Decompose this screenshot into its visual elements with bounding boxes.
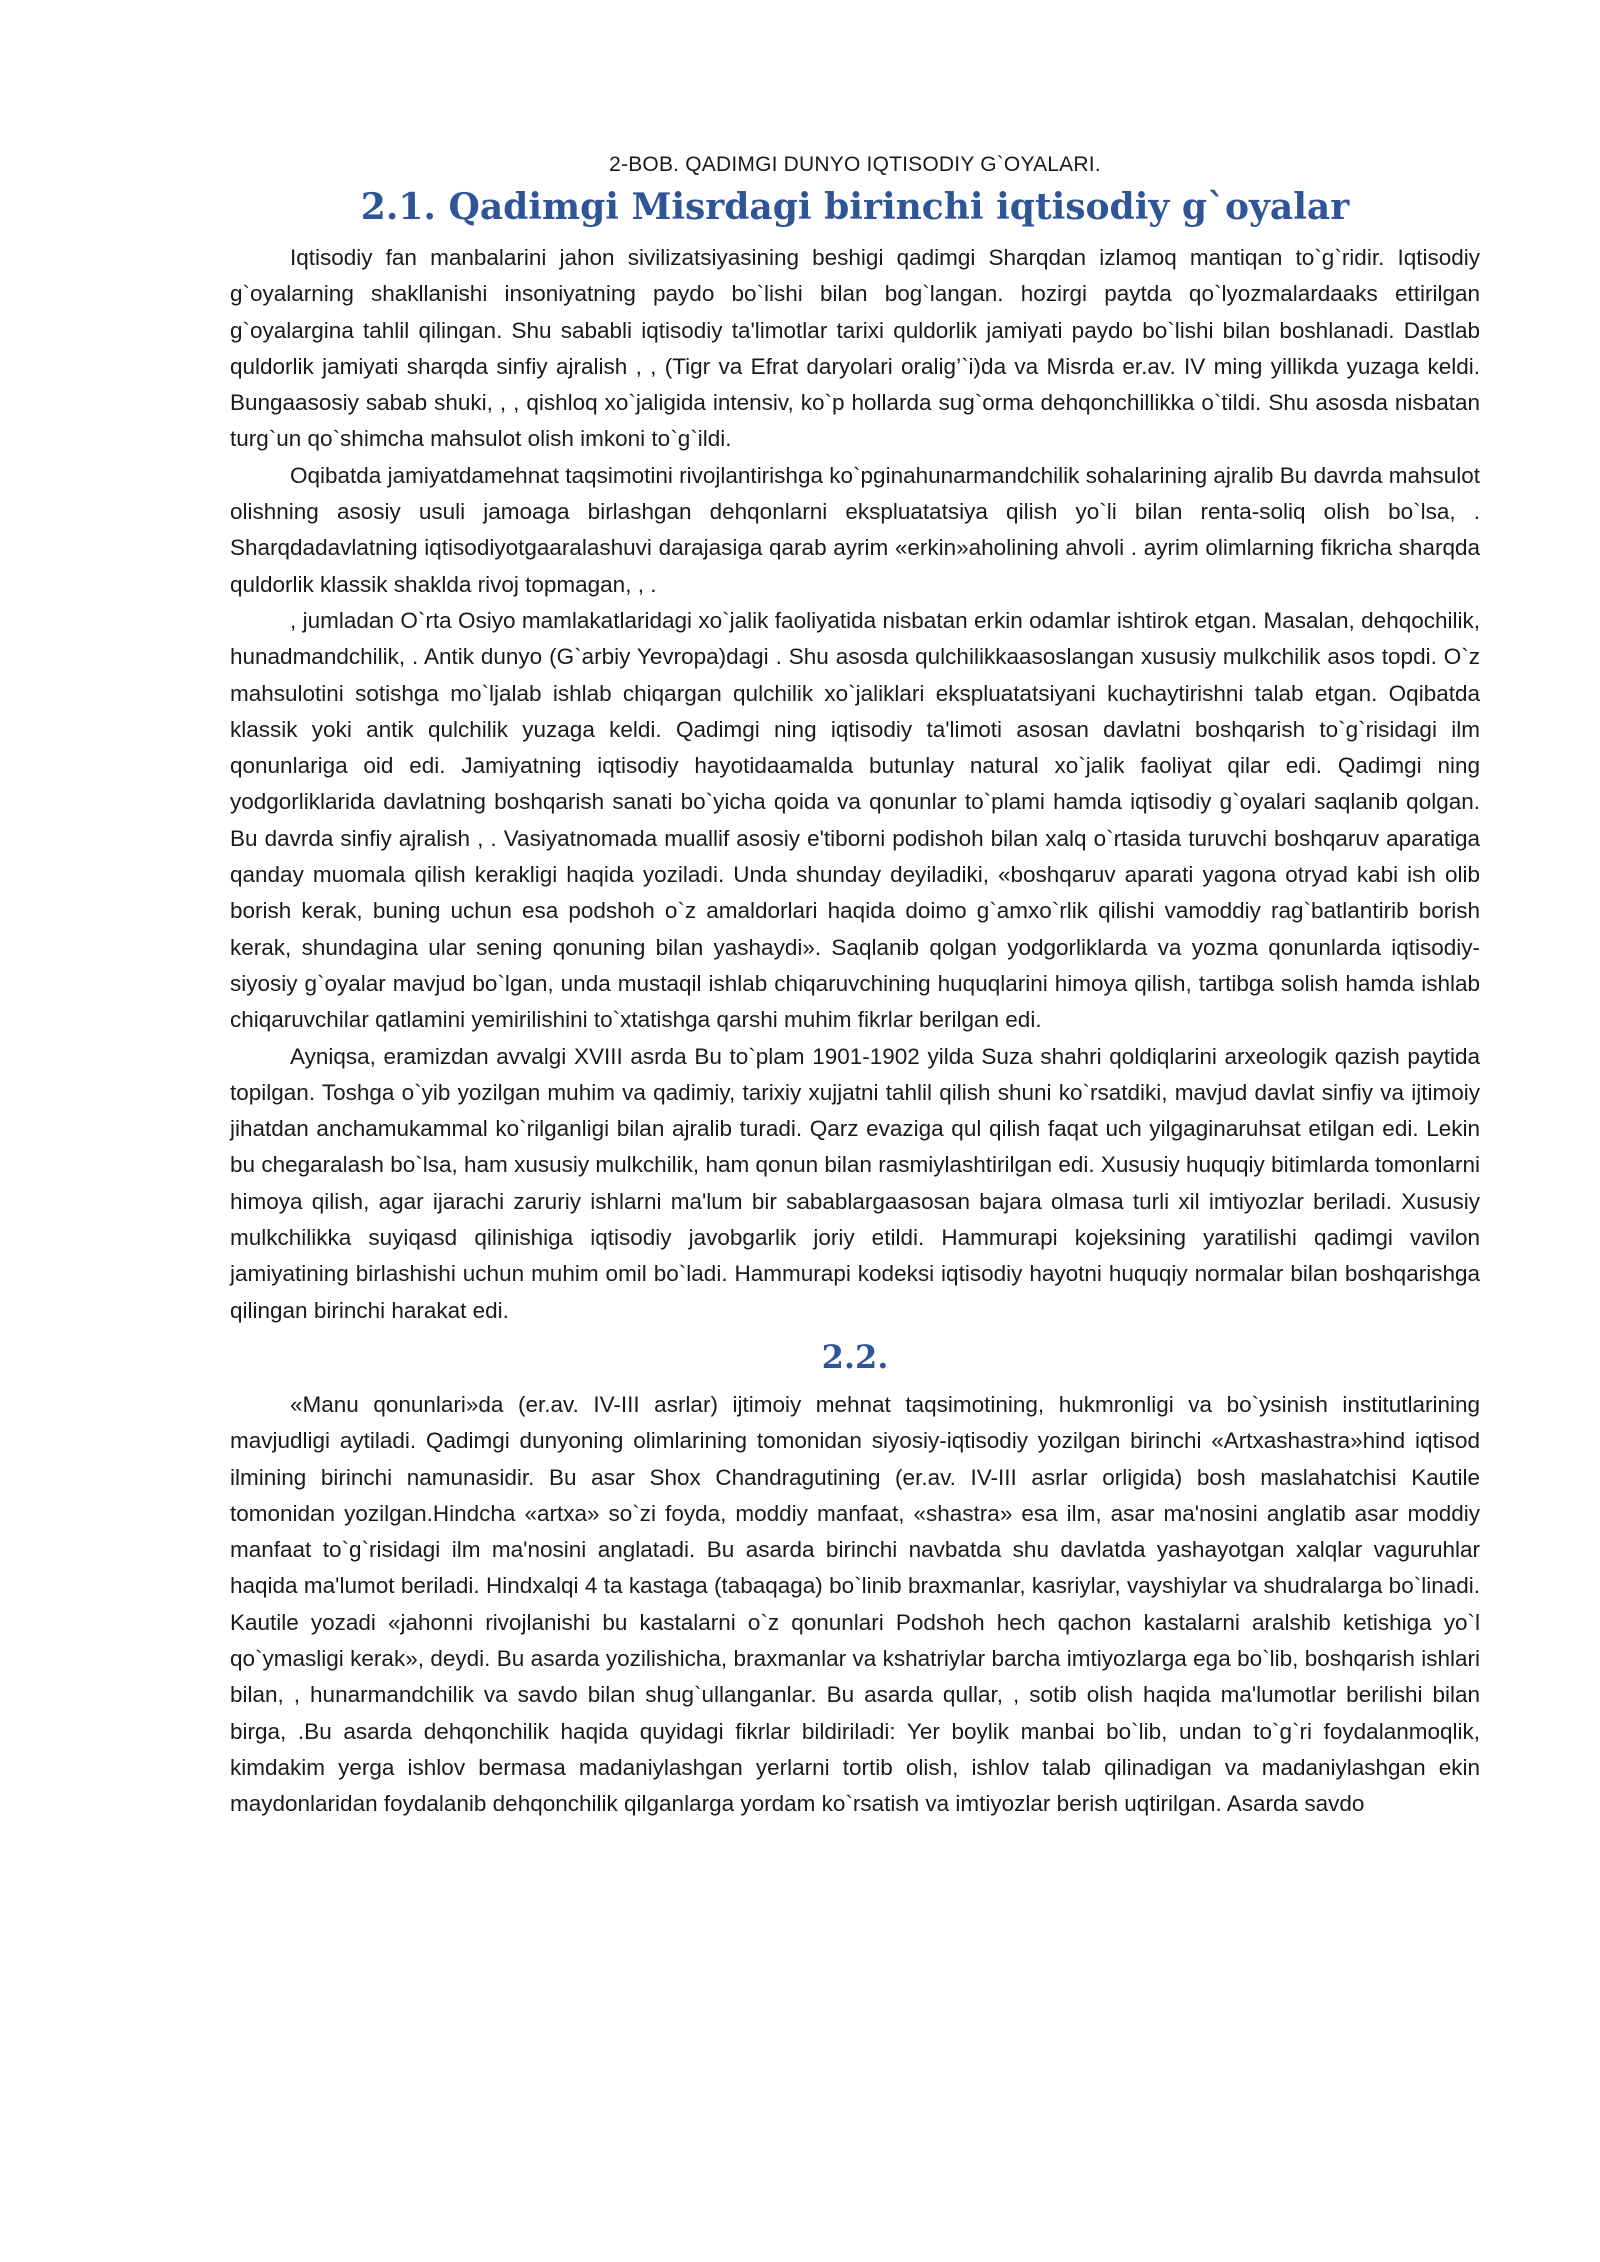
chapter-title: 2-BOB. QADIMGI DUNYO IQTISODIY G`OYALARI. [609, 153, 1101, 176]
paragraph: «Manu qonunlari»da (er.av. IV-III asrlar) ijtimoiy mehnat taqsimotining, hukmronligi va bo`ysinish institutlarining mavjudligi aytiladi. Qadimgi dunyoning olimlarining tomonidan siyosiy-iqtisodiy yozilgan birinchi «Artxashastra»hind iqtisod ilmining birinchi namunasidir. Bu asar Shox Chandragutining (er.av. IV-III asrlar orligida) bosh maslahatchisi Kautile tomonidan yozilgan.Hindcha «artxa» so`zi foyda, moddiy manfaat, «shastra» esa ilm, asar ma'nosini anglatib asar moddiy manfaat to`g`risidagi ilm ma'nosini anglatadi. Bu asarda birinchi navbatda shu davlatda yashayotgan xalqlar vaguruhlar haqida ma'lumot beriladi. Hindxalqi 4 ta kastaga (tabaqaga) bo`linib braxmanlar, kasriylar, vayshiylar va shudralarga bo`linadi. Kautile yozadi «jahonni rivojlanishi bu kastalarni o`z qonunlari Podshoh hech qachon kastalarni aralshib ketishiga yo`l qo`ymasligi kerak», deydi. Bu asarda yozilishicha, braxmanlar va kshatriylar barcha imtiyozlarga ega bo`lib, boshqarish ishlari bilan, , hunarmandchilik va savdo bilan shug`ullanganlar. Bu asarda qullar, , sotib olish haqida ma'lumotlar berilishi bilan birga, .Bu asarda dehqonchilik haqida quyidagi fikrlar bildiriladi: Yer boylik manbai bo`lib, undan to`g`ri foydalanmoqlik, kimdakim yerga ishlov bermasa madaniylashgan yerlarni tortib olish, ishlov talab qilinadigan va madaniylashgan ekin maydonlaridan foydalanib dehqonchilik qilganlarga yordam ko`rsatish va imtiyozlar berish uqtirilgan. Asarda savdo [230, 1391, 1480, 1817]
paragraph: Ayniqsa, eramizdan avvalgi XVIII asrda Bu to`plam 1901-1902 yilda Suza shahri qoldiqlarini arxeologik qazish paytida topilgan. Toshga o`yib yozilgan muhim va qadimiy, tarixiy xujjatni tahlil qilish shuni ko`rsatdiki, mavjud davlat sinfiy va ijtimoiy jihatdan anchamukammal ko`rilganligi bilan ajralib turadi. Qarz evaziga qul qilish faqat uch yilgaginaruhsat etilgan edi. Lekin bu chegaralash bo`lsa, ham xususiy mulkchilik, ham qonun bilan rasmiylashtirilgan edi. Xususiy huquqiy bitimlarda tomonlarni himoya qilish, agar ijarachi zaruriy ishlarni ma'lum bir sabablargaasosan bajara olmasa turli xil imtiyozlar beriladi. Xususiy mulkchilikka suyiqasd qilinishiga iqtisodiy javobgarlik joriy etildi. Hammurapi kojeksining yaratilishi qadimgi vavilon jamiyatining birlashishi uchun muhim omil bo`ladi. Hammurapi kodeksi iqtisodiy hayotni huquqiy normalar bilan boshqarishga qilingan birinchi harakat edi. [230, 1043, 1480, 1323]
section-heading-2-1: 2.1. Qadimgi Misrdagi birinchi iqtisodiy g`oyalar [360, 186, 1350, 228]
paragraph: , jumladan O`rta Osiyo mamlakatlaridagi xo`jalik faoliyatida nisbatan erkin odamlar ishtirok etgan. Masalan, dehqochilik, hunadmandchilik, . Antik dunyo (G`arbiy Yevropa)dagi . Shu asosda qulchilikkaasoslangan xususiy mulkchilik asos topdi. O`z mahsulotini sotishga mo`ljalab ishlab chiqargan qulchilik xo`jaliklari ekspluatatsiyani kuchaytirishni talab etgan. Oqibatda klassik yoki antik qulchilik yuzaga keldi. Qadimgi ning iqtisodiy ta'limoti asosan davlatni boshqarish to`g`risidagi ilm qonunlariga oid edi. Jamiyatning iqtisodiy hayotidaamalda butunlay natural xo`jalik faoliyat qilar edi. Qadimgi ning yodgorliklarida davlatning boshqarish sanati bo`yicha qoida va qonunlar to`plami hamda iqtisodiy g`oyalari saqlanib qolgan. Bu davrda sinfiy ajralish , . Vasiyatnomada muallif asosiy e'tiborni podishoh bilan xalq o`rtasida turuvchi boshqaruv aparatiga qanday muomala qilish kerakligi haqida yoziladi. Unda shunday deyiladiki, «boshqaruv aparati yagona otryad kabi ish olib borish kerak, buning uchun esa podshoh o`z amaldorlari haqida doimo g`amxo`rlik qilishi vamoddiy rag`batlantirib borish kerak, shundagina ular sening qonuning bilan yashaydi». Saqlanib qolgan yodgorliklarda va yozma qonunlarda iqtisodiy-siyosiy g`oyalar mavjud bo`lgan, unda mustaqil ishlab chiqaruvchining huquqlarini himoya qilish, tartibga solish hamda ishlab chiqaruvchilar qatlamini yemirilishini to`xtatishga qarshi muhim fikrlar berilgan edi. [230, 607, 1480, 1033]
section-heading-2-2: 2.2. [821, 1337, 889, 1376]
paragraph: Iqtisodiy fan manbalarini jahon sivilizatsiyasining beshigi qadimgi Sharqdan izlamoq mantiqan to`g`ridir. Iqtisodiy g`oyalarning shakllanishi insoniyatning paydo bo`lishi bilan bog`langan. hozirgi paytda qo`lyozmalardaaks ettirilgan g`oyalargina tahlil qilingan. Shu sababli iqtisodiy ta'limotlar tarixi quldorlik jamiyati paydo bo`lishi bilan boshlanadi. Dastlab quldorlik jamiyati sharqda sinfiy ajralish , , (Tigr va Efrat daryolari oralig’`i)da va Misrda er.av. IV ming yillikda yuzaga keldi. Bungaasosiy sabab shuki, , , qishloq xo`jaligida intensiv, ko`p hollarda sug`orma dehqonchillikka o`tildi. Shu asosda nisbatan turg`un qo`shimcha mahsulot olish imkoni to`g`ildi. [230, 245, 1480, 452]
document-page [230, 150, 1480, 1822]
paragraph: Oqibatda jamiyatdamehnat taqsimotini rivojlantirishga ko`pginahunarmandchilik sohalarining ajralib Bu davrda mahsulot olishning asosiy usuli jamoaga birlashgan dehqonlarni ekspluatatsiya qilish yo`li bilan renta-soliq olish bo`lsa, . Sharqdadavlatning iqtisodiyotgaaralashuvi darajasiga qarab ayrim «erkin»aholining ahvoli . ayrim olimlarning fikricha sharqda quldorlik klassik shaklda rivoj topmagan, , . [230, 462, 1480, 597]
